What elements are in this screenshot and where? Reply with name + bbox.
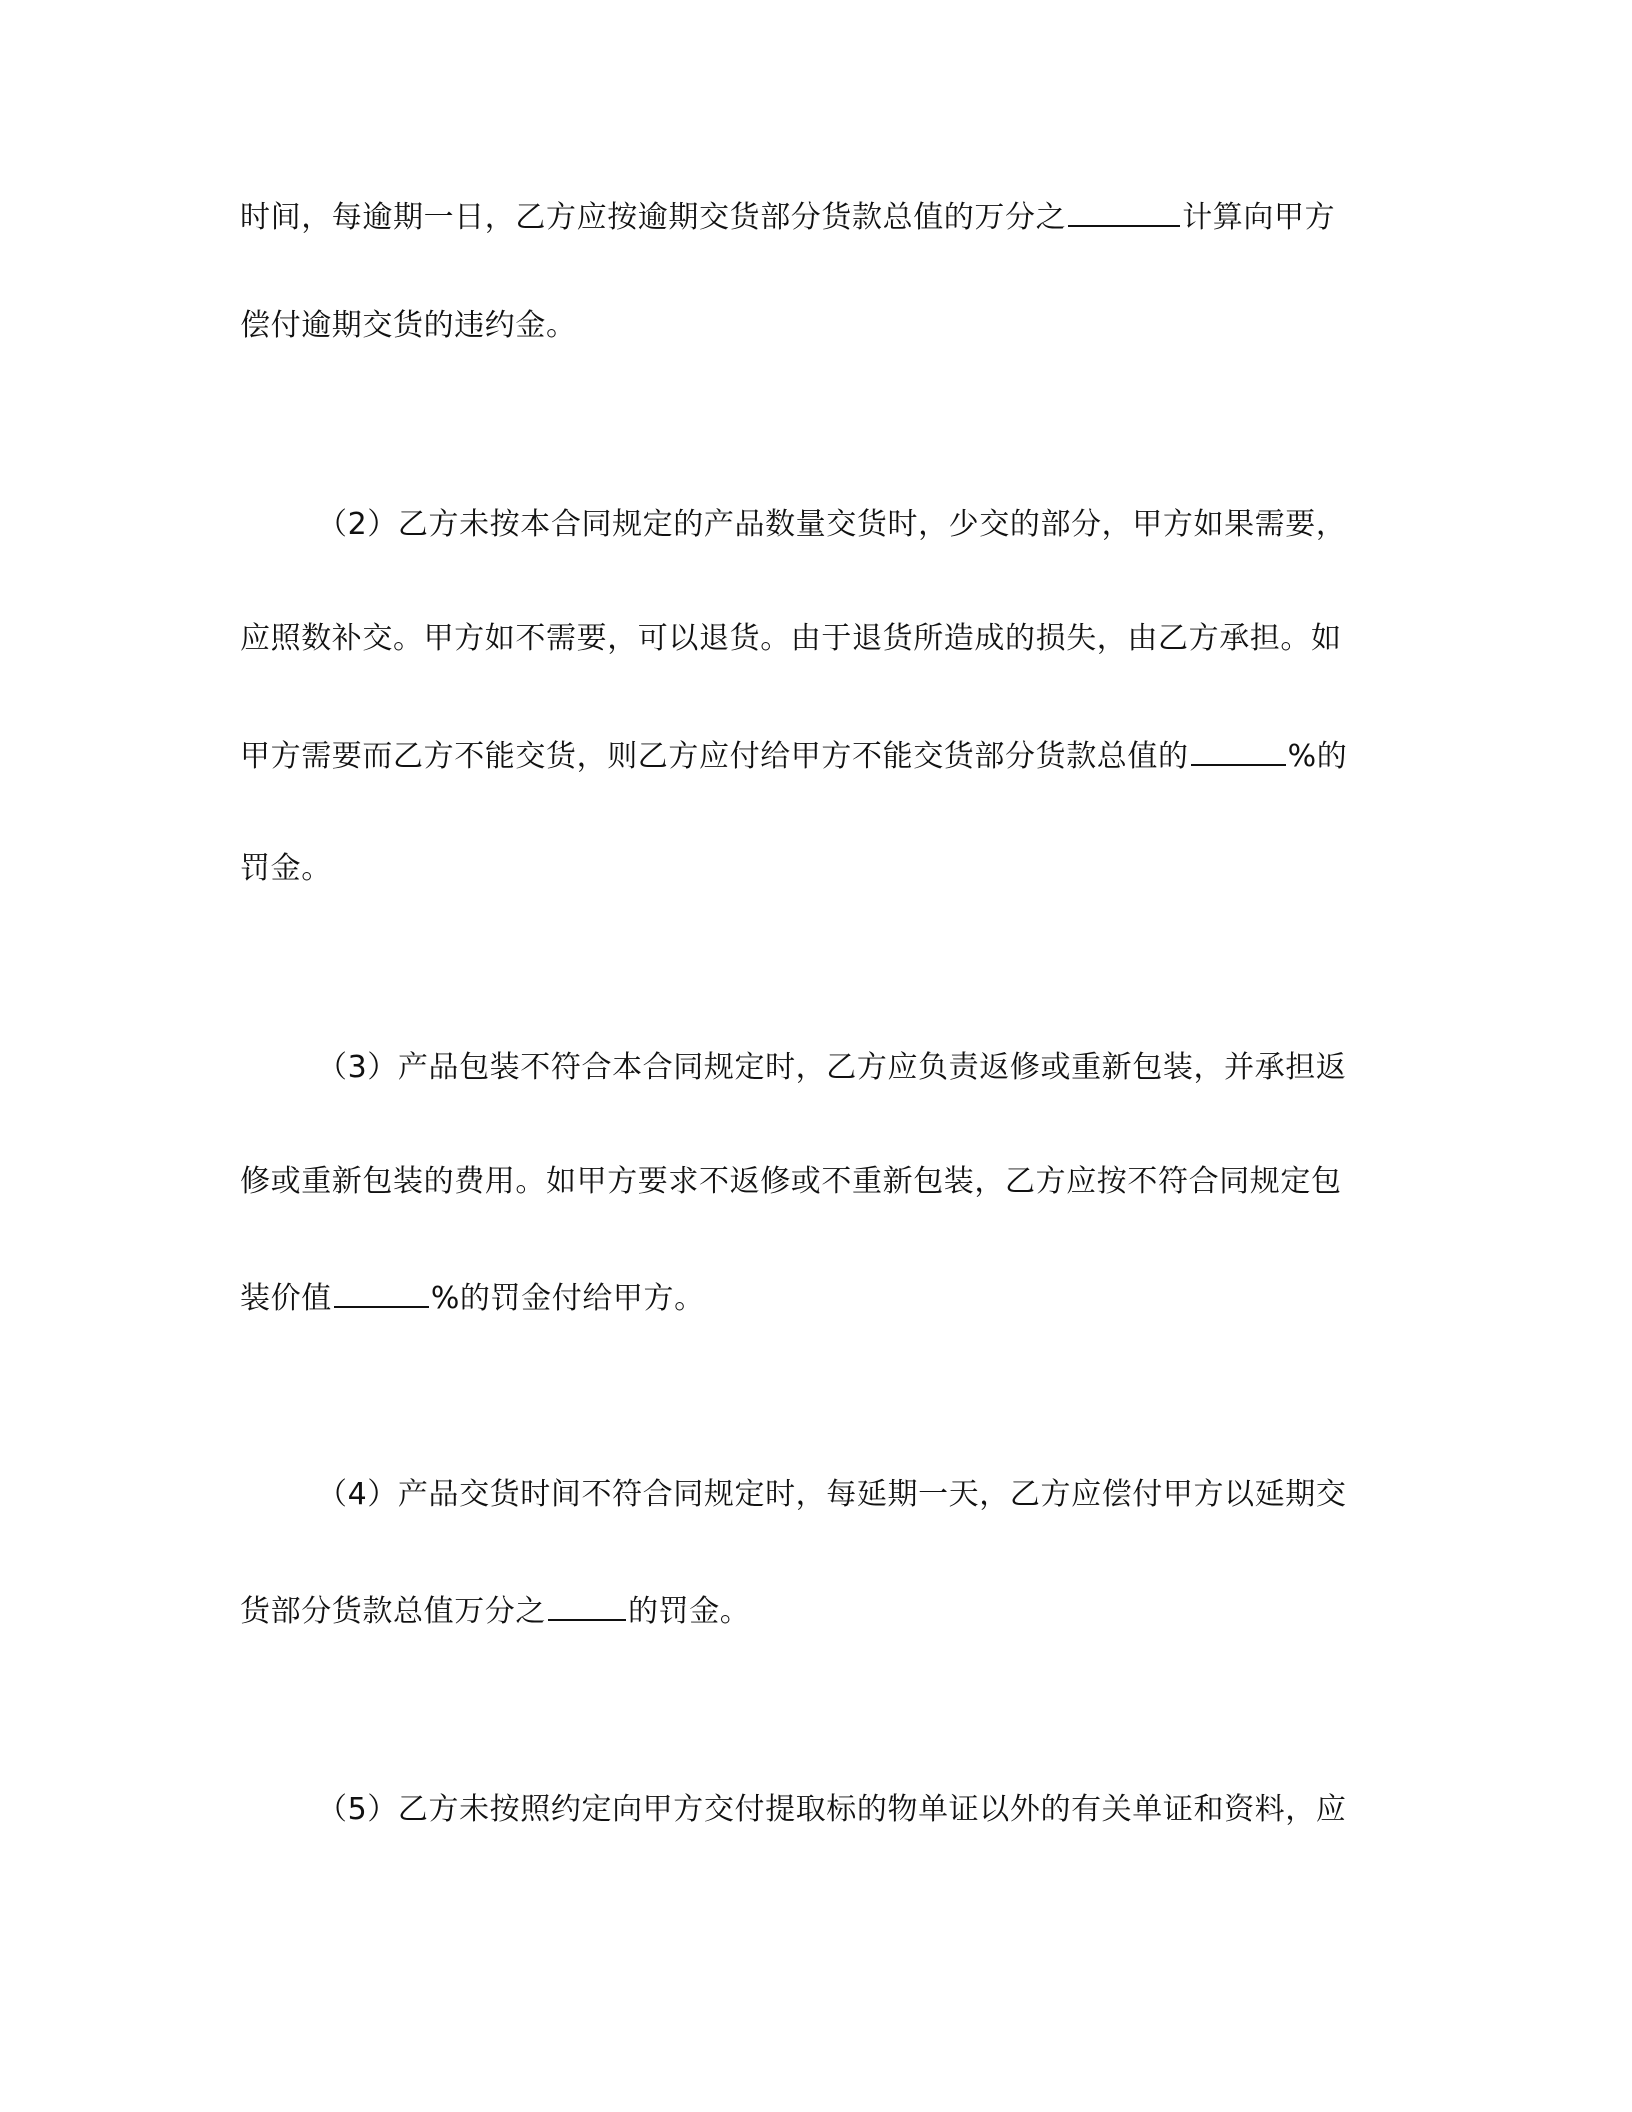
paragraph-2-line-1: （2）乙方未按本合同规定的产品数量交货时，少交的部分，甲方如果需要， [317,507,1347,542]
text-segment: 时间，每逾期一日，乙方应按逾期交货部分货款总值的万分之 [240,200,1067,235]
text-segment: 的罚金。 [628,1594,751,1629]
text-segment: %的罚金付给甲方。 [430,1281,705,1316]
text-segment: 甲方需要而乙方不能交货，则乙方应付给甲方不能交货部分货款总值的 [240,739,1189,774]
paragraph-3-line-3 [240,1276,705,1319]
paragraph-5-line-1: （5）乙方未按照约定向甲方交付提取标的物单证以外的有关单证和资料，应 [317,1792,1347,1827]
paragraph-2-line-2: 应照数补交。甲方如不需要，可以退货。由于退货所造成的损失，由乙方承担。如 [240,621,1342,656]
paragraph-4-line-1: （4）产品交货时间不符合同规定时，每延期一天，乙方应偿付甲方以延期交 [317,1477,1347,1512]
text-segment: 装价值 [240,1281,332,1316]
paragraph-1-line-2: 偿付逾期交货的违约金。 [240,308,577,343]
paragraph-2-line-4: 罚金。 [240,851,332,886]
fill-in-blank [548,1589,626,1621]
text-segment: 计算向甲方 [1182,200,1336,235]
text-segment: 货部分货款总值万分之 [240,1594,546,1629]
fill-in-blank [334,1276,429,1308]
paragraph-2-line-3 [240,734,1347,777]
paragraph-4-line-2 [240,1589,750,1632]
paragraph-1-line-1 [240,195,1335,238]
paragraph-3-line-1: （3）产品包装不符合本合同规定时，乙方应负责返修或重新包装，并承担返 [317,1050,1347,1085]
fill-in-blank [1191,734,1286,766]
paragraph-3-line-2: 修或重新包装的费用。如甲方要求不返修或不重新包装，乙方应按不符合同规定包 [240,1164,1342,1199]
text-segment: %的 [1287,739,1348,774]
fill-in-blank [1068,195,1180,227]
